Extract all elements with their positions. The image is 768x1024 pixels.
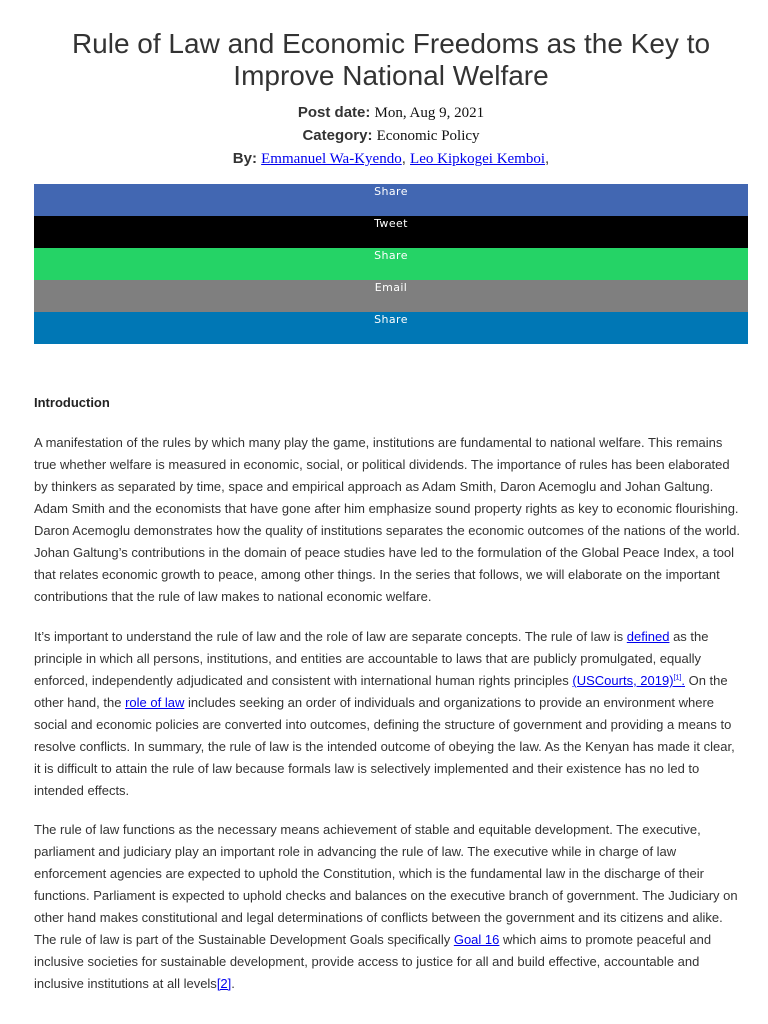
twitter-tweet-button[interactable] xyxy=(34,216,748,248)
email-share-button[interactable] xyxy=(34,280,748,312)
category-label: Category: xyxy=(302,127,373,144)
share-button-label: Share xyxy=(374,313,408,326)
author-link[interactable]: Emmanuel Wa-Kyendo xyxy=(261,151,402,167)
share-button-label: Share xyxy=(374,249,408,262)
whatsapp-share-button[interactable] xyxy=(34,248,748,280)
paragraph-text: The rule of law functions as the necessary means achievement of stable and equitable development. The executive, parliament and judiciary play an important role in advancing the rule of law. The executive while in charge of law enforcement agencies are expected to uphold the Constitution, which is the fundamental law in the discharge of their functions. Parliament is expected to uphold checks and balances on the executive branch of government. The Judiciary on other hand makes constitutional and legal determinations of conflicts between the government and its citizens and alike. The rule of law is part of the Sustainable Development Goals specifically xyxy=(34,822,738,947)
paragraph-development xyxy=(34,819,744,995)
by-label: By: xyxy=(232,150,257,167)
paragraph-text: as the principle in which all persons, institutions, and entities are accountable to laws that are publicly promulgated, equally enforced, independently adjudicated and consistent with international human rights principles xyxy=(34,629,709,688)
category-value: Economic Policy xyxy=(376,128,480,144)
paragraph-text: It’s important to understand the rule of law and the role of law are separate concepts. The rule of law is xyxy=(34,629,627,644)
footnote-2-link[interactable]: [2] xyxy=(216,976,232,991)
paragraph-text: includes seeking an order of individuals and organizations to provide an environment where social and economic policies are converted into outcomes, defining the structure of government and providing a means to resolve conflicts. In summary, the rule of law is the intended outcome of obeying the law. As the Kenyan has made it clear, it is difficult to attain the rule of law because formals law is selectively implemented and their existence has no led to intended effects. xyxy=(34,695,735,798)
role-of-law-link[interactable]: role of law xyxy=(125,695,185,710)
defined-link[interactable]: defined xyxy=(626,629,670,644)
facebook-share-button[interactable] xyxy=(34,184,748,216)
paragraph-text: On the other hand, the xyxy=(34,673,728,710)
paragraph-end: . xyxy=(231,976,235,991)
citation-text: (USCourts, 2019) xyxy=(572,673,674,688)
footnote-ref: [1] xyxy=(673,674,682,682)
author-trailing-comma: , xyxy=(545,150,550,167)
uscourts-citation-link[interactable] xyxy=(572,673,685,688)
article-title: Rule of Law and Economic Freedoms as the Key to Improve National Welfare xyxy=(71,28,711,91)
linkedin-share-button[interactable] xyxy=(34,312,748,344)
paragraph-text: A manifestation of the rules by which many play the game, institutions are fundamental to national welfare. This remains true whether welfare is measured in economic, social, or political dividends. The importance of rules has been elaborated by thinkers as separated by time, space and empirical approach as Adam Smith, Daron Acemoglu and Johan Galtung. Adam Smith and the economists that have gone after him emphasize sound property rights as key to economic flourishing. Daron Acemoglu demonstrates how the quality of institutions separates the economic outcomes of the nations of the world. Johan Galtung’s contributions in the domain of peace studies have led to the formulation of the Global Peace Index, a tool that relates economic growth to peace, among other things. In the series that follows, we will elaborate on the important contributions that the rule of law makes to national economic welfare. xyxy=(34,435,741,604)
section-heading: Introduction xyxy=(34,395,110,410)
category-line xyxy=(34,125,748,147)
byline xyxy=(34,148,748,170)
share-button-label: Email xyxy=(374,281,408,294)
citation-period: . xyxy=(681,673,685,688)
share-button-label: Share xyxy=(374,185,408,198)
author-separator: , xyxy=(401,150,411,167)
paragraph-text: which aims to promote peaceful and inclusive societies for sustainable development, provide access to justice for all and build effective, accountable and inclusive institutions at all levels xyxy=(34,932,712,991)
paragraph-rule-of-law xyxy=(34,626,744,802)
author-link[interactable]: Leo Kipkogei Kemboi xyxy=(410,151,546,167)
goal-16-link[interactable]: Goal 16 xyxy=(453,932,500,947)
share-button-label: Tweet xyxy=(374,217,408,230)
post-date-value: Mon, Aug 9, 2021 xyxy=(374,105,485,121)
post-date-line xyxy=(34,102,748,124)
post-date-label: Post date: xyxy=(297,104,371,121)
paragraph-introduction xyxy=(34,432,744,608)
